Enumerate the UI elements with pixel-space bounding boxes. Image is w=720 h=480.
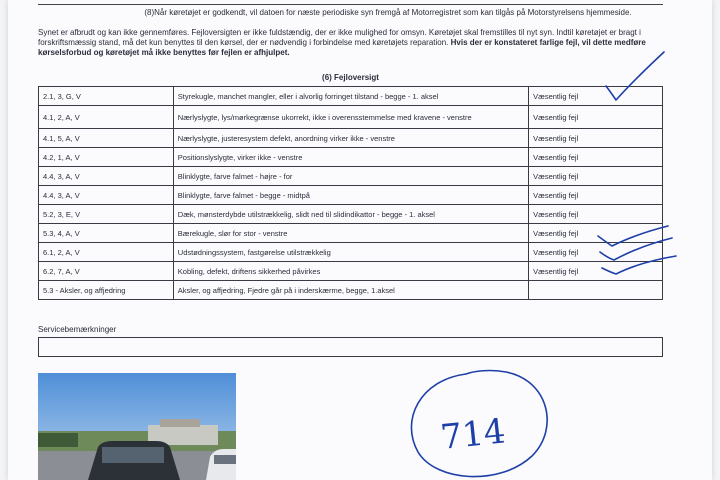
section-title: (6) Fejloversigt <box>322 73 379 82</box>
defect-description: Styrekugle, manchet mangler, eller i alvorlig forringet tilstand - begge - 1. aksel <box>173 87 528 106</box>
defect-description: Blinklygte, farve falmet - begge - midtpå <box>173 186 528 205</box>
defect-code: 5.3 - Aksler, og affjedring <box>39 281 174 300</box>
service-remarks-label: Servicebemærkninger <box>38 325 117 334</box>
defect-description: Blinklygte, farve falmet - højre - for <box>173 167 528 186</box>
checkmark-icon <box>602 256 676 274</box>
handwritten-number: 714 <box>438 411 508 458</box>
defect-description: Udstødningssystem, fastgørelse utilstrækkelig <box>173 243 528 262</box>
defect-severity: Væsentlig fejl <box>529 262 663 281</box>
defect-description: Aksler, og affjedring, Fjedre går på i inderskærme, begge, 1.aksel <box>173 281 528 300</box>
defect-code: 4.1, 2, A, V <box>39 106 174 129</box>
defect-code: 4.1, 5, A, V <box>39 129 174 148</box>
defect-description: Dæk, mønsterdybde utilstrækkelig, slidt ned til slidindikattor - begge - 1. aksel <box>173 205 528 224</box>
defect-code: 6.2, 7, A, V <box>39 262 174 281</box>
defect-description: Positionslyslygte, virker ikke - venstre <box>173 148 528 167</box>
defect-code: 4.4, 3, A, V <box>39 186 174 205</box>
checkmark-icon <box>598 226 668 246</box>
warning-text: Synet er afbrudt og kan ikke gennemføres. Fejloversigten er ikke fuldstændig, der er ikke mulighed for omsyn. Køretøjet skal fremstilles til nyt syn. Indtil køretøjet er bragt i forskriftsmæssig stand, må det kun benyttes til den kørsel, der er nødvendig i forbindelse med køretøjets reparation. <box>38 28 641 47</box>
defect-code: 5.2, 3, E, V <box>39 205 174 224</box>
defect-code: 5.3, 4, A, V <box>39 224 174 243</box>
defect-severity: Væsentlig fejl <box>529 148 663 167</box>
defect-description: Kobling, defekt, driftens sikkerhed påvirkes <box>173 262 528 281</box>
note-8: (8)Når køretøjet er godkendt, vil datoen for næste periodiske syn fremgå af Motorregistret som kan tilgås på Motorstyrelsens hjemmeside. <box>144 8 632 17</box>
checkmark-icon <box>606 52 664 100</box>
defect-severity: Væsentlig fejl <box>529 186 663 205</box>
defect-code: 2.1, 3, G, V <box>39 87 174 106</box>
checkmark-icon <box>600 238 672 260</box>
defect-description: Bærekugle, slør for stor - venstre <box>173 224 528 243</box>
defect-severity: Væsentlig fejl <box>529 243 663 262</box>
defect-severity: Væsentlig fejl <box>529 87 663 106</box>
defect-code: 4.4, 3, A, V <box>39 167 174 186</box>
defect-code: 6.1, 2, A, V <box>39 243 174 262</box>
defect-code: 4.2, 1, A, V <box>39 148 174 167</box>
defect-severity: Væsentlig fejl <box>529 205 663 224</box>
defect-description: Nærlyslygte, justeresystem defekt, anordning virker ikke - venstre <box>173 129 528 148</box>
defect-severity: Væsentlig fejl <box>529 224 663 243</box>
defect-severity: Væsentlig fejl <box>529 129 663 148</box>
warning-bold-text: Hvis der er konstateret farlige fejl, vil dette medføre kørselsforbud og køretøjet må ikke benyttes før fejlen er afhjulpet. <box>38 38 646 57</box>
defect-severity: Væsentlig fejl <box>529 106 663 129</box>
defect-description: Nærlyslygte, lys/mørkegrænse ukorrekt, ikke i overensstemmelse med kravene - venstre <box>173 106 528 129</box>
defect-severity: Væsentlig fejl <box>529 167 663 186</box>
